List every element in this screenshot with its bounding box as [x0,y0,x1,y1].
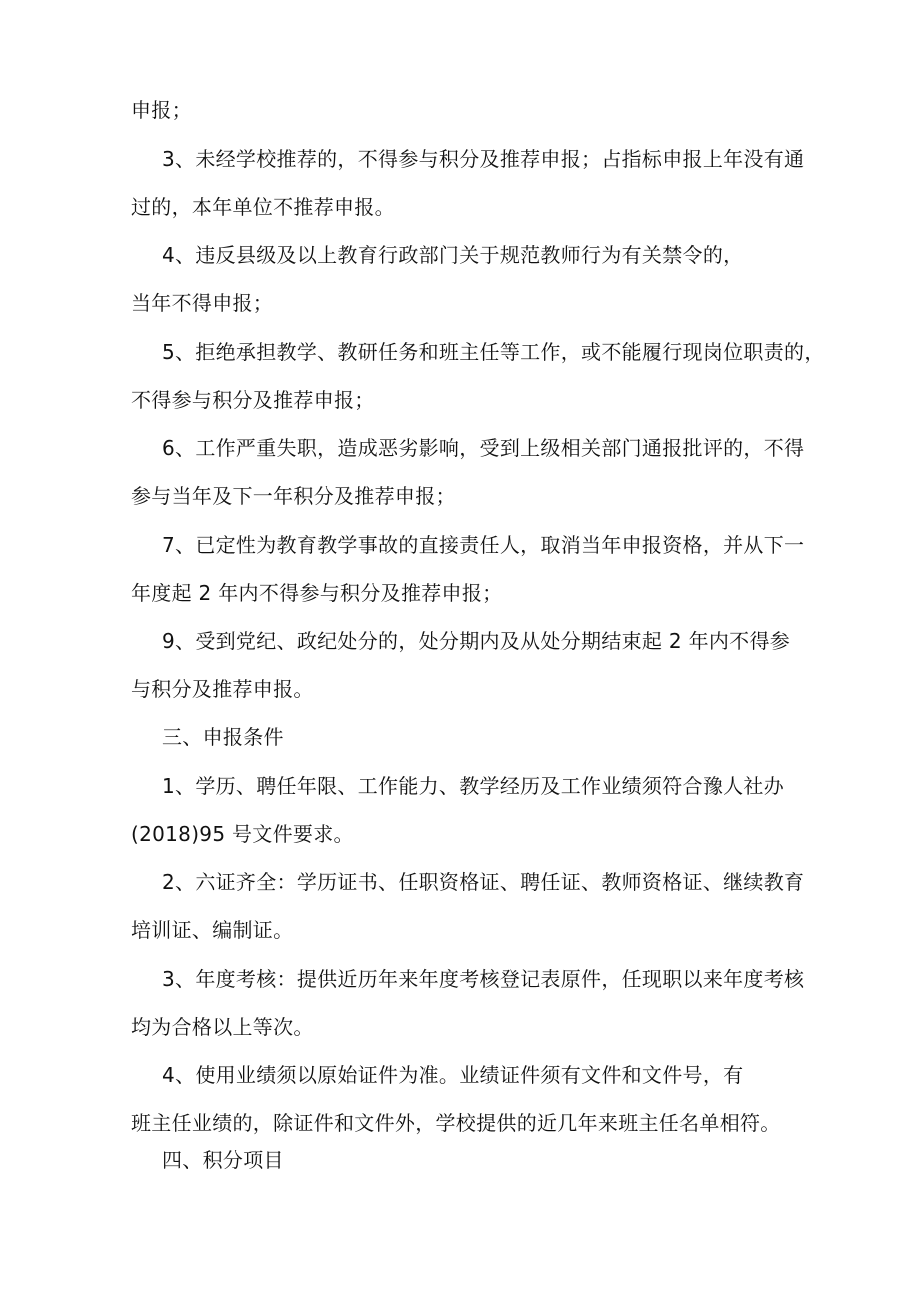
text-line-4: 4、违反县级及以上教育行政部门关于规范教师行为有关禁令的， [162,243,744,267]
text-line-1: 申报； [131,98,192,122]
text-line-12: 9、受到党纪、政纪处分的，处分期内及从处分期结束起 2 年内不得参 [162,629,791,653]
section-heading-4: 四、积分项目 [162,1148,284,1172]
text-line-20: 均为合格以上等次。 [131,1015,314,1039]
text-line-22: 班主任业绩的，除证件和文件外，学校提供的近几年来班主任名单相符。 [131,1111,781,1135]
text-line-9: 参与当年及下一年积分及推荐申报； [131,484,456,508]
text-line-8: 6、工作严重失职，造成恶劣影响，受到上级相关部门通报批评的，不得 [162,436,805,460]
text-line-7: 不得参与积分及推荐申报； [131,388,375,412]
text-line-16: (2018)95 号文件要求。 [131,822,354,846]
text-line-19: 3、年度考核：提供近历年来年度考核登记表原件，任现职以来年度考核 [162,967,805,991]
text-line-11: 年度起 2 年内不得参与积分及推荐申报； [131,581,503,605]
text-line-2: 3、未经学校推荐的，不得参与积分及推荐申报；占指标申报上年没有通 [162,147,805,171]
text-line-6: 5、拒绝承担教学、教研任务和班主任等工作，或不能履行现岗位职责的， [162,340,825,364]
text-line-3: 过的，本年单位不推荐申报。 [131,195,395,219]
text-line-5: 当年不得申报； [131,291,274,315]
text-line-18: 培训证、编制证。 [131,918,294,942]
text-line-13: 与积分及推荐申报。 [131,677,314,701]
text-line-21: 4、使用业绩须以原始证件为准。业绩证件须有文件和文件号，有 [162,1063,744,1087]
text-line-15: 1、学历、聘任年限、工作能力、教学经历及工作业绩须符合豫人社办 [162,774,785,798]
text-line-17: 2、六证齐全：学历证书、任职资格证、聘任证、教师资格证、继续教育 [162,870,805,894]
text-line-10: 7、已定性为教育教学事故的直接责任人，取消当年申报资格，并从下一 [162,533,805,557]
section-heading-3: 三、申报条件 [162,725,284,749]
